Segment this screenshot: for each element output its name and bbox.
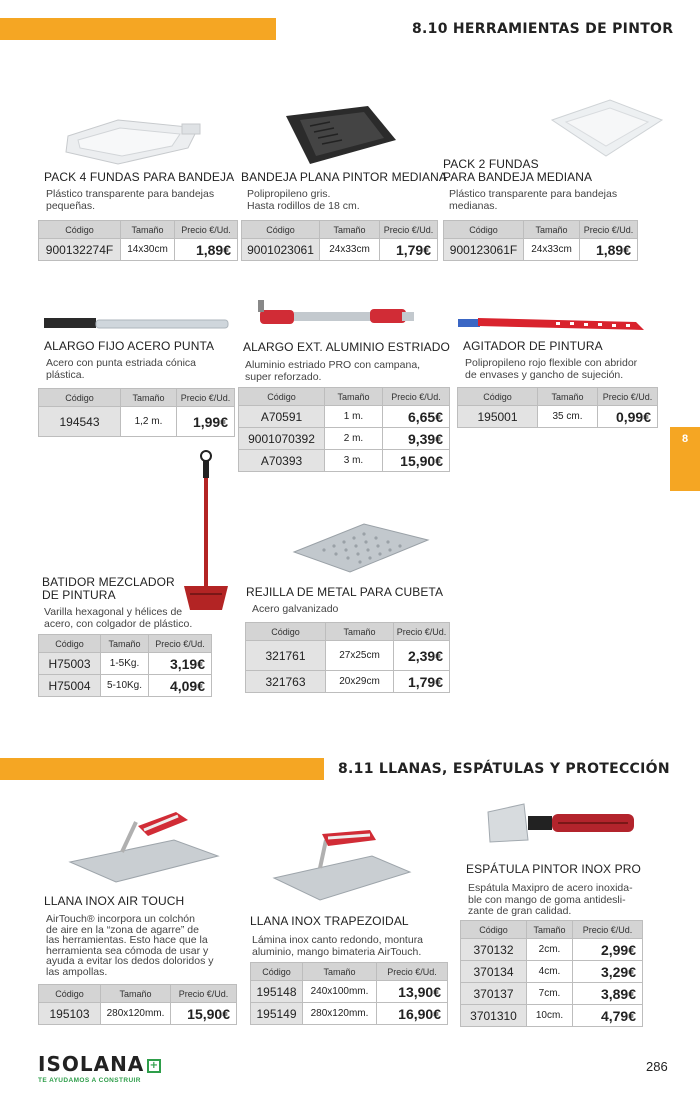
product-batidor bbox=[42, 576, 242, 630]
product-name: REJILLA DE METAL PARA CUBETA bbox=[246, 585, 444, 599]
product-llana-trapezoidal bbox=[250, 915, 460, 958]
product-description: AirTouch® incorpora un colchón de aire en la “zona de agarre” de las herramientas. Esto hace que la herramienta sea cómoda de usar y ayuda a evitar los dedos doloridos y las ampollas. bbox=[46, 913, 214, 978]
product-bandeja-plana bbox=[241, 171, 451, 212]
product-espatula bbox=[466, 863, 666, 918]
table-row: A70591 1 m. 6,65€ bbox=[239, 406, 450, 428]
section-810-title: 8.10 HERRAMIENTAS DE PINTOR bbox=[412, 21, 674, 37]
brand-name: ISOLANA bbox=[38, 1052, 145, 1076]
product-name: BANDEJA PLANA PINTOR MEDIANA bbox=[241, 170, 447, 184]
product-name: LLANA INOX AIR TOUCH bbox=[44, 894, 185, 908]
product-name: AGITADOR DE PINTURA bbox=[463, 339, 603, 353]
price-table-p1: Código Tamaño Precio €/Ud. 900132274F 14x30cm 1,89€ bbox=[38, 220, 238, 261]
price-table-p4: Código Tamaño Precio €/Ud. 194543 1,2 m. 1,99€ bbox=[38, 388, 235, 437]
product-description: Acero con punta estriada cónica plástica. bbox=[46, 357, 197, 381]
price-table-p8: Código Tamaño Precio €/Ud. 321761 27x25cm 2,39€ 321763 20x29cm 1,79€ bbox=[245, 622, 450, 693]
table-row: A70393 3 m. 15,90€ bbox=[239, 450, 450, 472]
table-row: 900132274F 14x30cm 1,89€ bbox=[39, 239, 238, 261]
chapter-tab[interactable]: 8 bbox=[670, 427, 700, 491]
table-row: 9001070392 2 m. 9,39€ bbox=[239, 428, 450, 450]
product-description: Acero galvanizado bbox=[252, 603, 339, 615]
product-description: Espátula Maxipro de acero inoxida- ble con mango de goma antidesli- zante de gran calidad. bbox=[468, 882, 633, 917]
product-description: Varilla hexagonal y hélices de acero, con colgador de plástico. bbox=[44, 606, 193, 630]
brand-cross-icon: + bbox=[147, 1059, 161, 1073]
table-row: 195103 280x120mm. 15,90€ bbox=[39, 1003, 237, 1025]
price-table-p9: Código Tamaño Precio €/Ud. 195103 280x120mm. 15,90€ bbox=[38, 984, 237, 1025]
table-row: 9001023061 24x33cm 1,79€ bbox=[242, 239, 438, 261]
large-liner-image bbox=[548, 98, 666, 160]
product-description: Polipropileno rojo flexible con abridor de envases y gancho de sujeción. bbox=[465, 357, 638, 381]
price-table-p5: Código Tamaño Precio €/Ud. A70591 1 m. 6,65€ 9001070392 2 m. 9,39€ A70393 3 m. 15,90€ bbox=[238, 387, 450, 472]
section-811-bar bbox=[0, 758, 324, 780]
product-description: Plástico transparente para bandejas pequeñas. bbox=[46, 188, 215, 212]
product-agitador bbox=[463, 340, 673, 381]
product-llana-airtouch bbox=[44, 895, 244, 977]
table-row: 195001 35 cm. 0,99€ bbox=[458, 406, 658, 428]
table-row: 321761 27x25cm 2,39€ bbox=[246, 641, 450, 671]
table-row: H75004 5-10Kg. 4,09€ bbox=[39, 675, 212, 697]
spatula-image bbox=[484, 800, 644, 846]
table-row: 195149 280x120mm. 16,90€ bbox=[251, 1003, 448, 1025]
tray-liner-image bbox=[58, 108, 208, 168]
section-810-bar bbox=[0, 18, 276, 40]
table-row: H75003 1-5Kg. 3,19€ bbox=[39, 653, 212, 675]
table-row: 900123061F 24x33cm 1,89€ bbox=[444, 239, 638, 261]
extension-pole-image bbox=[40, 310, 232, 338]
price-table-p3: Código Tamaño Precio €/Ud. 900123061F 24x33cm 1,89€ bbox=[443, 220, 638, 261]
table-row: 321763 20x29cm 1,79€ bbox=[246, 671, 450, 693]
brand-tagline: TE AYUDAMOS A CONSTRUIR bbox=[38, 1077, 141, 1084]
price-table-p7: Código Tamaño Precio €/Ud. H75003 1-5Kg. 3,19€ H75004 5-10Kg. 4,09€ bbox=[38, 634, 212, 697]
page-number: 286 bbox=[646, 1059, 668, 1074]
brand-logo[interactable] bbox=[38, 1052, 161, 1084]
price-table-p10: Código Tamaño Precio €/Ud. 195148 240x100mm. 13,90€ 195149 280x120mm. 16,90€ bbox=[250, 962, 448, 1025]
product-rejilla bbox=[246, 586, 456, 616]
table-row: 194543 1,2 m. 1,99€ bbox=[39, 407, 235, 437]
table-row: 370134 4cm. 3,29€ bbox=[461, 961, 643, 983]
product-alargo-ext bbox=[243, 341, 453, 383]
product-name: ALARGO EXT. ALUMINIO ESTRIADO bbox=[243, 340, 450, 354]
product-name: ESPÁTULA PINTOR INOX PRO bbox=[466, 862, 641, 876]
metal-grid-image bbox=[284, 520, 434, 576]
paint-stirrer-image bbox=[456, 312, 648, 338]
product-name: PACK 2 FUNDAS PARA BANDEJA MEDIANA bbox=[443, 157, 593, 184]
paint-tray-image bbox=[280, 102, 400, 168]
trowel-trapezoidal-image bbox=[270, 826, 416, 902]
product-name: PACK 4 FUNDAS PARA BANDEJA bbox=[44, 170, 235, 184]
table-row: 370132 2cm. 2,99€ bbox=[461, 939, 643, 961]
price-table-p6: Código Tamaño Precio €/Ud. 195001 35 cm. 0,99€ bbox=[457, 387, 658, 428]
product-description: Polipropileno gris. Hasta rodillos de 18 cm. bbox=[247, 188, 360, 212]
table-row: 195148 240x100mm. 13,90€ bbox=[251, 981, 448, 1003]
product-name: LLANA INOX TRAPEZOIDAL bbox=[250, 914, 409, 928]
table-row: 3701310 10cm. 4,79€ bbox=[461, 1005, 643, 1027]
product-name: BATIDOR MEZCLADOR DE PINTURA bbox=[42, 575, 175, 602]
product-pack-4-fundas bbox=[44, 171, 244, 212]
product-pack-2-fundas bbox=[443, 158, 653, 212]
section-811-title: 8.11 LLANAS, ESPÁTULAS Y PROTECCIÓN bbox=[338, 761, 670, 777]
price-table-p11: Código Tamaño Precio €/Ud. 370132 2cm. 2,99€ 370134 4cm. 3,29€ 370137 7cm. 3,89€ 3701310 10cm. 4,79€ bbox=[460, 920, 643, 1027]
trowel-airtouch-image bbox=[64, 808, 224, 884]
product-description: Aluminio estriado PRO con campana, super reforzado. bbox=[245, 359, 421, 383]
product-alargo-fijo bbox=[44, 340, 244, 381]
price-table-p2: Código Tamaño Precio €/Ud. 9001023061 24x33cm 1,79€ bbox=[241, 220, 438, 261]
product-description: Lámina inox canto redondo, montura aluminio, mango bimateria AirTouch. bbox=[252, 934, 424, 958]
table-row: 370137 7cm. 3,89€ bbox=[461, 983, 643, 1005]
product-name: ALARGO FIJO ACERO PUNTA bbox=[44, 339, 215, 353]
product-description: Plástico transparente para bandejas medianas. bbox=[449, 188, 618, 212]
aluminium-extension-image bbox=[252, 296, 416, 332]
